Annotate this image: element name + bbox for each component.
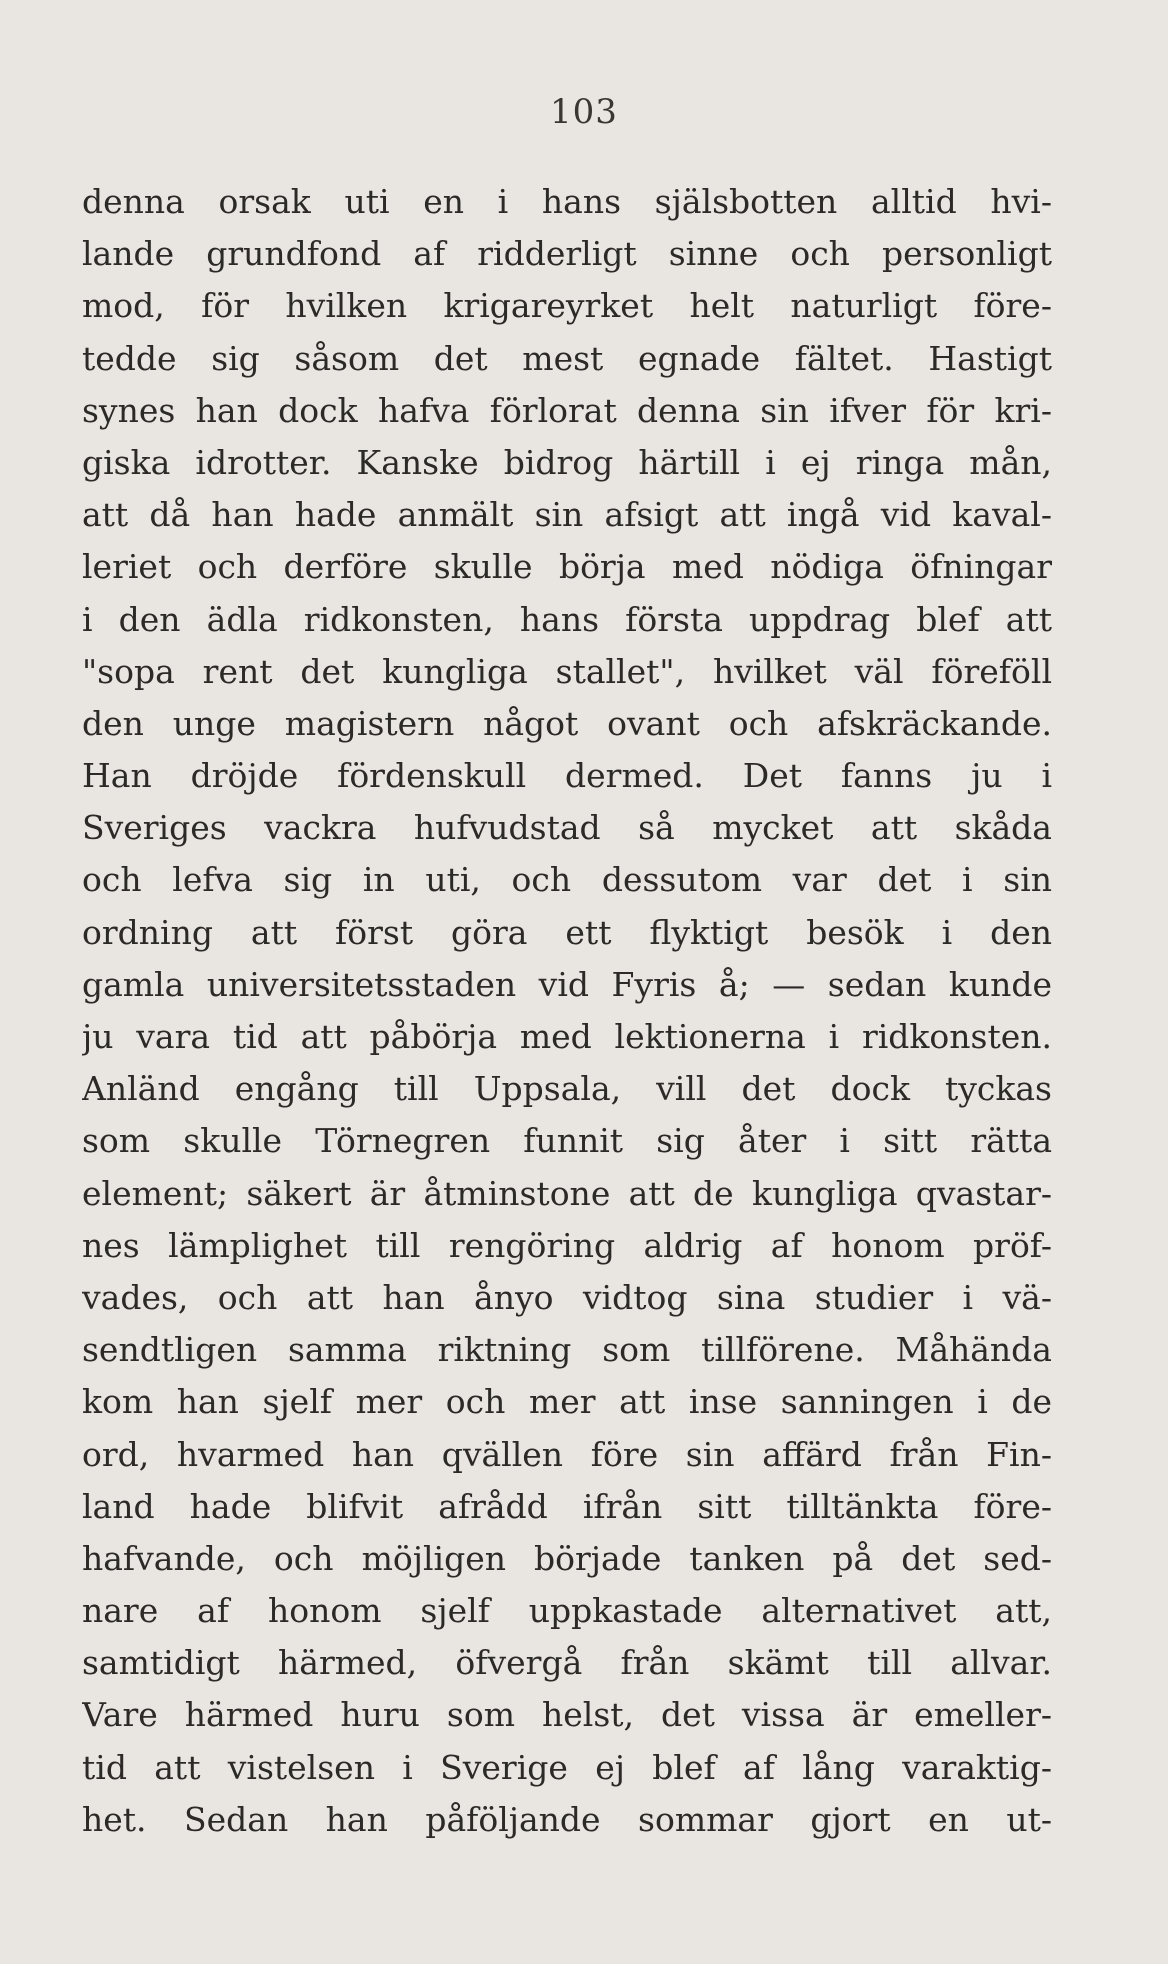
- text-line: mod, för hvilken krigareyrket helt naturligt före-: [82, 286, 1052, 326]
- text-line: "sopa rent det kungliga stallet", hvilket väl föreföll: [82, 651, 1052, 691]
- text-line: nes lämplighet till rengöring aldrig af honom pröf-: [82, 1225, 1052, 1265]
- text-line: leriet och derföre skulle börja med nödiga öfningar: [82, 547, 1052, 587]
- text-line: samtidigt härmed, öfvergå från skämt till allvar.: [82, 1643, 1052, 1683]
- text-line: Sveriges vackra hufvudstad så mycket att skåda: [82, 808, 1052, 848]
- text-line: synes han dock hafva förlorat denna sin ifver för kri-: [82, 390, 1052, 430]
- text-line: den unge magistern något ovant och afskräckande.: [82, 703, 1052, 743]
- text-line: hafvande, och möjligen började tanken på det sed-: [82, 1538, 1052, 1578]
- text-line: och lefva sig in uti, och dessutom var det i sin: [82, 860, 1052, 900]
- text-line: het. Sedan han påföljande sommar gjort en ut-: [82, 1799, 1052, 1839]
- page-number: 103: [550, 92, 618, 132]
- text-line: tid att vistelsen i Sverige ej blef af lång varaktig-: [82, 1747, 1052, 1787]
- text-line: Anländ engång till Uppsala, vill det dock tyckas: [82, 1069, 1052, 1109]
- text-line: Han dröjde fördenskull dermed. Det fanns ju i: [82, 756, 1052, 796]
- text-line: vades, och att han ånyo vidtog sina studier i vä-: [82, 1277, 1052, 1317]
- text-line: nare af honom sjelf uppkastade alternativet att,: [82, 1591, 1052, 1631]
- text-line: tedde sig såsom det mest egnade fältet. Hastigt: [82, 338, 1052, 378]
- text-line: ord, hvarmed han qvällen före sin affärd från Fin-: [82, 1434, 1052, 1474]
- text-line: denna orsak uti en i hans själsbotten alltid hvi-: [82, 182, 1052, 221]
- text-line: som skulle Törnegren funnit sig åter i sitt rätta: [82, 1121, 1052, 1161]
- text-line: Vare härmed huru som helst, det vissa är emeller-: [82, 1695, 1052, 1735]
- text-line: ju vara tid att påbörja med lektionerna i ridkonsten.: [82, 1017, 1052, 1056]
- text-line: giska idrotter. Kanske bidrog härtill i ej ringa mån,: [82, 442, 1052, 482]
- text-line: lande grundfond af ridderligt sinne och personligt: [82, 234, 1052, 274]
- text-line: ordning att först göra ett flyktigt besök i den: [82, 912, 1052, 952]
- text-line: element; säkert är åtminstone att de kungliga qvastar-: [82, 1173, 1052, 1213]
- text-line: att då han hade anmält sin afsigt att ingå vid kaval-: [82, 495, 1052, 535]
- text-line: sendtligen samma riktning som tillförene. Måhända: [82, 1330, 1052, 1370]
- body-text: [82, 176, 1052, 1846]
- text-line: land hade blifvit afrådd ifrån sitt tilltänkta före-: [82, 1486, 1052, 1526]
- text-line: i den ädla ridkonsten, hans första uppdrag blef att: [82, 599, 1052, 639]
- text-line: kom han sjelf mer och mer att inse sanningen i de: [82, 1382, 1052, 1422]
- text-line: gamla universitetsstaden vid Fyris å; — sedan kunde: [82, 964, 1052, 1004]
